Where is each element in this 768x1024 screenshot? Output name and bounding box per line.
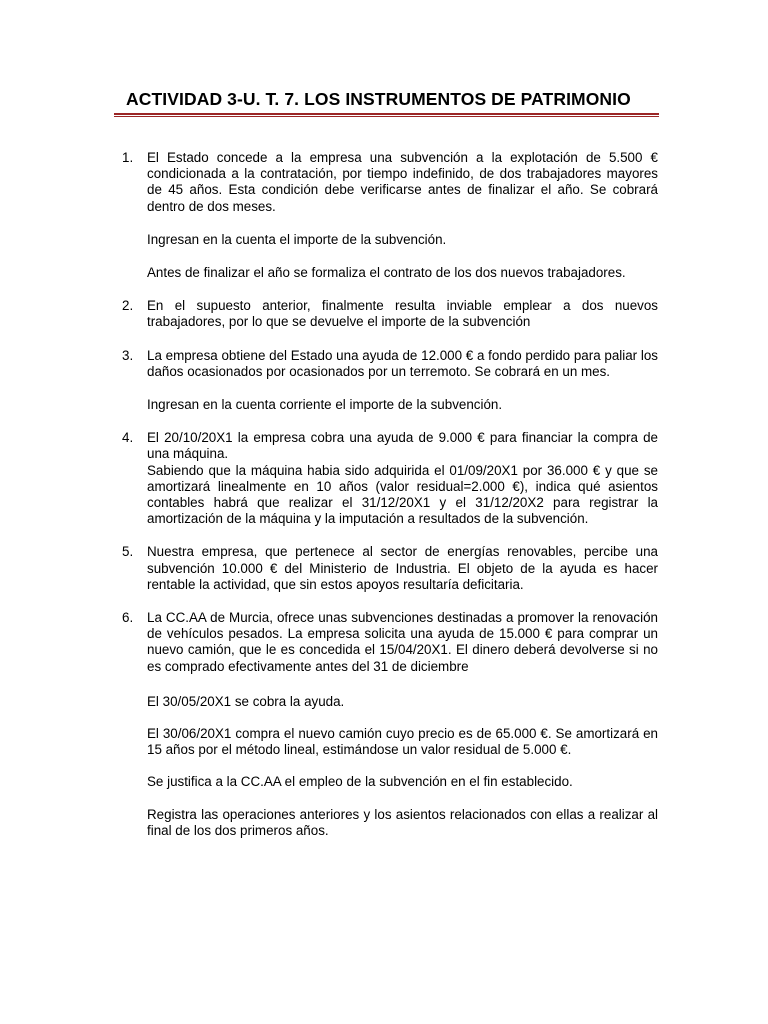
- exercise-item-6: [122, 610, 658, 839]
- title-underline: [114, 113, 659, 115]
- item-paragraph: La CC.AA de Murcia, ofrece unas subvenciones destinadas a promover la renovación de vehículos pesados. La empresa solicita una ayuda de 15.000 € para comprar un nuevo camión, que le es concedida el 15/04/20X1. El dinero deberá devolverse si no es comprado efectivamente antes del 31 de diciembre: [147, 610, 658, 674]
- document-title: ACTIVIDAD 3-U. T. 7. LOS INSTRUMENTOS DE PATRIMONIO: [126, 89, 631, 109]
- exercise-item-5: [122, 544, 658, 593]
- item-number: 3.: [122, 347, 134, 363]
- item-paragraph: Ingresan en la cuenta el importe de la subvención.: [147, 231, 447, 247]
- exercise-item-1: [122, 150, 658, 281]
- item-number: 4.: [122, 430, 134, 446]
- title-underline-secondary: [114, 116, 659, 117]
- item-paragraph: El Estado concede a la empresa una subvención a la explotación de 5.500 € condicionada a la contratación, por tiempo indefinido, de dos trabajadores mayores de 45 años. Esta condición debe verificarse antes de finalizar el año. Se cobrará dentro de dos meses.: [147, 150, 658, 214]
- item-paragraph: Antes de finalizar el año se formaliza el contrato de los dos nuevos trabajadores.: [147, 265, 626, 281]
- item-number: 1.: [122, 150, 134, 165]
- item-paragraph: Registra las operaciones anteriores y los asientos relacionados con ellas a realizar al final de los dos primeros años.: [147, 806, 658, 838]
- exercise-item-2: [122, 298, 658, 330]
- item-paragraph: El 30/05/20X1 se cobra la ayuda.: [147, 693, 345, 709]
- item-paragraph: El 20/10/20X1 la empresa cobra una ayuda de 9.000 € para financiar la compra de una máquina.: [147, 430, 658, 462]
- item-paragraph: Ingresan en la cuenta corriente el importe de la subvención.: [147, 397, 503, 413]
- item-number: 5.: [122, 544, 134, 560]
- item-paragraph: La empresa obtiene del Estado una ayuda de 12.000 € a fondo perdido para paliar los daños ocasionados por ocasionados por un terremoto. Se cobrará en un mes.: [147, 347, 658, 379]
- item-paragraph: En el supuesto anterior, finalmente resulta inviable emplear a dos nuevos trabajadores, por lo que se devuelve el importe de la subvención: [147, 298, 658, 330]
- exercise-item-4: [122, 430, 658, 527]
- exercise-list: [122, 150, 658, 856]
- item-paragraph: Nuestra empresa, que pertenece al sector de energías renovables, percibe una subvención 10.000 € del Ministerio de Industria. El objeto de la ayuda es hacer rentable la actividad, que sin estos apoyos resultaría deficitaria.: [147, 544, 658, 592]
- item-paragraph: Se justifica a la CC.AA el empleo de la subvención en el fin establecido.: [147, 774, 573, 790]
- item-paragraph: El 30/06/20X1 compra el nuevo camión cuyo precio es de 65.000 €. Se amortizará en 15 años por el método lineal, estimándose un valor residual de 5.000 €.: [147, 726, 658, 758]
- item-paragraph: Sabiendo que la máquina habia sido adquirida el 01/09/20X1 por 36.000 € y que se amortizará linealmente en 10 años (valor residual=2.000 €), indica qué asientos contables habrá que realizar el 31/12/20X1 y el 31/12/20X2 para registrar la amortización de la máquina y la imputación a resultados de la subvención.: [147, 462, 658, 527]
- exercise-item-3: [122, 348, 658, 414]
- item-number: 6.: [122, 610, 134, 626]
- item-number: 2.: [122, 298, 134, 314]
